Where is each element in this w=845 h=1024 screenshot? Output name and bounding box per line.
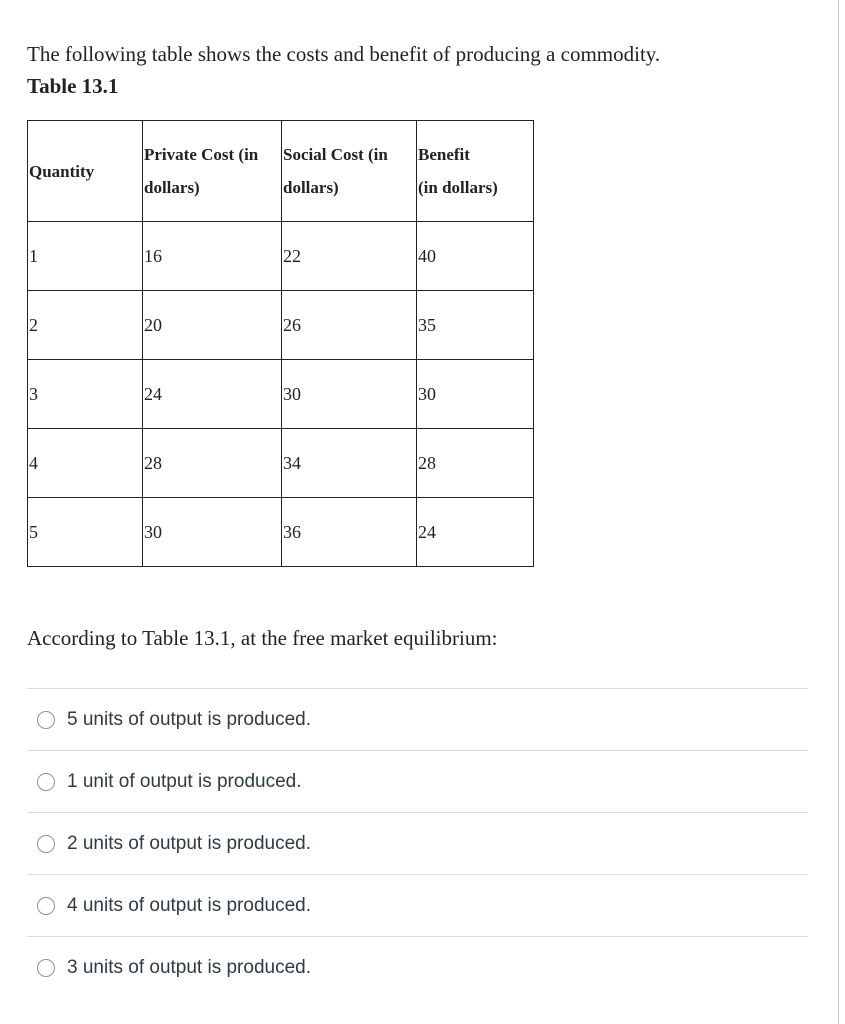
header-social-cost: Social Cost (in dollars) bbox=[282, 121, 417, 222]
page-right-border bbox=[838, 0, 839, 1024]
table-row bbox=[28, 429, 534, 498]
table-header-row bbox=[28, 121, 534, 222]
cell-quantity: 4 bbox=[28, 429, 143, 498]
question-text: According to Table 13.1, at the free market equilibrium: bbox=[27, 626, 498, 650]
cell-benefit: 30 bbox=[417, 360, 534, 429]
cell-private-cost: 20 bbox=[143, 291, 282, 360]
header-quantity: Quantity bbox=[28, 121, 143, 222]
cell-private-cost: 28 bbox=[143, 429, 282, 498]
answer-label: 2 units of output is produced. bbox=[67, 832, 311, 854]
cell-quantity: 1 bbox=[28, 222, 143, 291]
intro-text: The following table shows the costs and benefit of producing a commodity. bbox=[27, 42, 661, 66]
cell-private-cost: 16 bbox=[143, 222, 282, 291]
radio-button-unselected-icon[interactable] bbox=[37, 773, 55, 791]
table-row bbox=[28, 360, 534, 429]
cell-private-cost: 30 bbox=[143, 498, 282, 567]
cell-quantity: 5 bbox=[28, 498, 143, 567]
table-row bbox=[28, 291, 534, 360]
cell-social-cost: 22 bbox=[282, 222, 417, 291]
cell-quantity: 3 bbox=[28, 360, 143, 429]
cell-social-cost: 36 bbox=[282, 498, 417, 567]
radio-button-unselected-icon[interactable] bbox=[37, 897, 55, 915]
header-benefit: Benefit (in dollars) bbox=[417, 121, 534, 222]
answer-option-3-units[interactable] bbox=[27, 936, 808, 998]
cell-benefit: 40 bbox=[417, 222, 534, 291]
cell-benefit: 24 bbox=[417, 498, 534, 567]
cell-private-cost: 24 bbox=[143, 360, 282, 429]
radio-button-unselected-icon[interactable] bbox=[37, 835, 55, 853]
cell-quantity: 2 bbox=[28, 291, 143, 360]
answer-option-1-unit[interactable] bbox=[27, 750, 808, 812]
cost-benefit-table bbox=[27, 120, 534, 567]
cell-social-cost: 26 bbox=[282, 291, 417, 360]
table-title: Table 13.1 bbox=[27, 74, 119, 98]
radio-button-unselected-icon[interactable] bbox=[37, 959, 55, 977]
answer-label: 1 unit of output is produced. bbox=[67, 770, 302, 792]
radio-button-unselected-icon[interactable] bbox=[37, 711, 55, 729]
answer-option-5-units[interactable] bbox=[27, 688, 808, 750]
table-row bbox=[28, 498, 534, 567]
answer-label: 5 units of output is produced. bbox=[67, 708, 311, 730]
table-row bbox=[28, 222, 534, 291]
cell-social-cost: 30 bbox=[282, 360, 417, 429]
answer-list bbox=[27, 688, 808, 998]
cell-benefit: 35 bbox=[417, 291, 534, 360]
answer-label: 4 units of output is produced. bbox=[67, 894, 311, 916]
cell-social-cost: 34 bbox=[282, 429, 417, 498]
header-private-cost: Private Cost (in dollars) bbox=[143, 121, 282, 222]
answer-label: 3 units of output is produced. bbox=[67, 956, 311, 978]
answer-option-4-units[interactable] bbox=[27, 874, 808, 936]
answer-option-2-units[interactable] bbox=[27, 812, 808, 874]
cell-benefit: 28 bbox=[417, 429, 534, 498]
